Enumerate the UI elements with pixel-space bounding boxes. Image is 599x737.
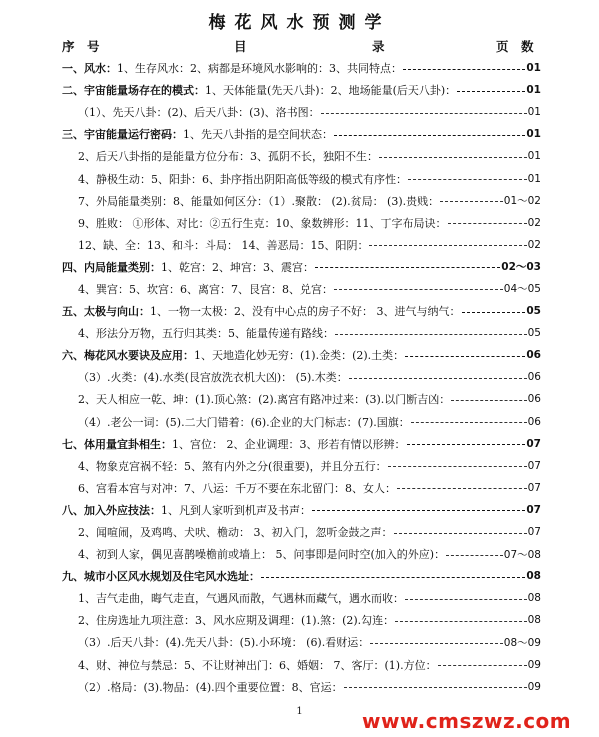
toc-entry-row[interactable]	[0, 145, 599, 167]
toc-entry-text	[78, 679, 343, 695]
toc-entry-text	[78, 546, 445, 562]
dotted-leader	[388, 466, 527, 467]
toc-section-row[interactable]	[0, 565, 599, 587]
toc-entry-label: 4、形法分万物，五行归其类：5、能量传递有路线：	[78, 327, 334, 341]
dotted-leader	[446, 555, 503, 556]
toc-entry-label: 1、天地造化妙无穷：(1).金类：(2).土类：	[194, 349, 405, 363]
toc-entry-label: 4、初到人家，偶见喜鹊噪檐前或墙上： 5、问事即是问时空(加入的外应)：	[78, 548, 446, 562]
toc-entry-label: 1、凡到人家听到机声及书声：	[161, 503, 311, 517]
toc-section-heading: 六、梅花风水要诀及应用：	[62, 349, 194, 363]
toc-entry-row[interactable]	[0, 521, 599, 543]
toc-entry-text	[62, 303, 461, 319]
toc-entry-row[interactable]	[0, 587, 599, 609]
toc-section-heading: 一、风水：	[62, 62, 117, 76]
toc-section-row[interactable]	[0, 344, 599, 366]
dotted-leader	[349, 378, 527, 379]
toc-entry-row[interactable]	[0, 543, 599, 565]
toc-entry-label: 1、宫位： 2、企业调理：3、形若有情以形辨：	[172, 437, 406, 451]
toc-entry-text	[78, 590, 404, 606]
toc-entry-text	[62, 82, 456, 98]
dotted-leader	[334, 289, 503, 290]
toc-entry-label: 1、乾宫：2、坤宫：3、震宫：	[161, 260, 314, 274]
toc-entry-text	[78, 524, 393, 540]
toc-entry-label: 1、一物一太极：2、没有中心点的房子不好： 3、进气与纳气：	[150, 305, 461, 319]
toc-page-number: 01～02	[503, 195, 541, 208]
dotted-leader	[451, 400, 526, 401]
toc-entry-text	[62, 259, 314, 275]
toc-page-number: 07	[526, 437, 541, 450]
toc-entry-text	[62, 568, 260, 584]
toc-page-number: 02	[527, 216, 541, 229]
toc-page-number: 05	[526, 305, 541, 318]
dotted-leader	[462, 312, 526, 313]
toc-page-number: 07	[527, 481, 541, 494]
toc-entry-text	[78, 193, 439, 209]
toc-page-number: 01	[526, 62, 541, 75]
toc-page-number: 08	[527, 592, 541, 605]
dotted-leader	[397, 488, 527, 489]
toc-section-heading: 五、太极与向山：	[62, 305, 150, 319]
toc-entry-label: （3）.后天八卦：(4).先天八卦：(5).小环境： (6).看财运：	[78, 636, 370, 650]
toc-page-number: 05	[527, 327, 541, 340]
dotted-leader	[438, 665, 527, 666]
toc-entry-text	[62, 60, 402, 76]
toc-entry-text	[62, 126, 333, 142]
toc-entry-text	[78, 237, 368, 253]
toc-entry-text	[78, 171, 407, 187]
dotted-leader	[394, 533, 527, 534]
toc-entry-label: 2、天人相应一乾、坤：(1).顶心煞：(2).离宫有路冲过来：(3).以门断吉凶：	[78, 393, 451, 407]
toc-entry-label: 4、物象克宫祸不轻：5、煞有内外之分(很重要)，并且分五行：	[78, 459, 387, 473]
toc-page-number: 07	[527, 459, 541, 472]
toc-entry-label: 1、先天八卦指的是空间状态：	[183, 128, 333, 142]
toc-page-number: 01	[527, 106, 541, 119]
toc-section-row[interactable]	[0, 256, 599, 278]
toc-entry-text	[62, 502, 311, 518]
toc-page-number: 06	[526, 349, 541, 362]
toc-section-heading: 九、城市小区风水规划及住宅风水选址：	[62, 570, 260, 584]
toc-page-number: 04～05	[503, 283, 541, 296]
toc-page-number: 08～09	[503, 636, 541, 649]
toc-page-number: 06	[527, 371, 541, 384]
toc-entry-row[interactable]	[0, 676, 599, 698]
header-seq: 序 号	[62, 39, 100, 54]
toc-section-row[interactable]	[0, 499, 599, 521]
toc-entry-row[interactable]	[0, 212, 599, 234]
header-toc: 目	[234, 39, 247, 54]
toc-entry-label: 1、吉气走曲，晦气走直，气遇风而散，气遇林而藏气，遇水而收：	[78, 592, 404, 606]
toc-entry-row[interactable]	[0, 366, 599, 388]
toc-page-number: 09	[527, 680, 541, 693]
toc-entry-text	[78, 612, 394, 628]
header-record: 录	[372, 39, 385, 54]
toc-entry-text	[62, 436, 406, 452]
toc-section-row[interactable]	[0, 57, 599, 79]
toc-entry-label: 9、胜败： ①形体、对比：②五行生克：10、象数辨形：11、丁字布局诀：	[78, 216, 447, 230]
toc-entry-row[interactable]	[0, 631, 599, 653]
toc-page-number: 01	[527, 172, 541, 185]
dotted-leader	[440, 201, 503, 202]
toc-entry-text	[78, 325, 334, 341]
dotted-leader	[457, 91, 525, 92]
dotted-leader	[369, 245, 526, 246]
toc-entry-row[interactable]	[0, 190, 599, 212]
toc-list	[0, 57, 599, 698]
toc-page-number: 02～03	[501, 261, 541, 274]
toc-section-heading: 四、内局能量类别：	[62, 260, 161, 274]
toc-entry-text	[78, 104, 320, 120]
toc-entry-label: （4）.老公一词：(5).二大门错着：(6).企业的大门标志：(7).国旗：	[78, 415, 410, 429]
toc-entry-label: （3）.火类：(4).水类(艮宫放洗衣机大凶)： (5).木类：	[78, 371, 348, 385]
dotted-leader	[403, 69, 525, 70]
toc-page-number: 08	[527, 614, 541, 627]
watermark: www.cmszwz.com	[362, 709, 572, 733]
toc-entry-label: 4、巽宫：5、坎宫：6、离宫：7、艮宫：8、兑宫：	[78, 282, 333, 296]
toc-section-row[interactable]	[0, 433, 599, 455]
toc-entry-label: （1）、先天八卦：(2)、后天八卦：(3)、洛书图：	[78, 106, 320, 120]
toc-page-number: 02	[527, 238, 541, 251]
toc-entry-text	[78, 634, 369, 650]
toc-page-number: 07～08	[503, 548, 541, 561]
toc-entry-row[interactable]	[0, 234, 599, 256]
toc-entry-row[interactable]	[0, 411, 599, 433]
dotted-leader	[448, 223, 527, 224]
toc-section-row[interactable]	[0, 300, 599, 322]
toc-entry-label: 2、闻喧闹，及鸡鸣、犬吠、檐动： 3、初入门，忽听金鼓之声：	[78, 526, 393, 540]
dotted-leader	[407, 444, 526, 445]
toc-entry-row[interactable]	[0, 609, 599, 631]
toc-entry-label: 2、住房选址九项注意：3、风水应期及调理：(1).煞：(2).勾连：	[78, 614, 395, 628]
toc-entry-text	[78, 480, 396, 496]
dotted-leader	[411, 422, 527, 423]
toc-page-number: 01	[526, 128, 541, 141]
toc-page-number: 08	[526, 570, 541, 583]
toc-entry-row[interactable]	[0, 388, 599, 410]
toc-entry-text	[78, 281, 333, 297]
dotted-leader	[335, 334, 527, 335]
header-pages: 页 数	[496, 39, 534, 54]
toc-entry-label: 6、宫看本宫与对冲：7、八运：千万不要在东北留门：8、女人：	[78, 481, 396, 495]
toc-entry-label: （2）.格局：(3).物品：(4).四个重要位置：8、官运：	[78, 680, 343, 694]
toc-entry-label: 2、后天八卦指的是能量方位分布：3、孤阴不长，独阳不生：	[78, 150, 378, 164]
toc-entry-text	[78, 369, 348, 385]
toc-entry-label: 4、财、神位与禁忌：5、不让财神出门：6、婚姻： 7、客厅：(1).方位：	[78, 658, 437, 672]
dotted-leader	[312, 510, 525, 511]
toc-page-number: 06	[527, 393, 541, 406]
toc-entry-row[interactable]	[0, 477, 599, 499]
dotted-leader	[261, 577, 525, 578]
toc-section-row[interactable]	[0, 79, 599, 101]
toc-entry-label: 4、静极生动：5、阳卦：6、卦序指出阴阳高低等级的模式有序性：	[78, 172, 407, 186]
dotted-leader	[321, 113, 527, 114]
toc-entry-row[interactable]	[0, 167, 599, 189]
dotted-leader	[395, 621, 526, 622]
dotted-leader	[405, 599, 527, 600]
dotted-leader	[334, 135, 525, 136]
toc-page-number: 01	[526, 84, 541, 97]
toc-entry-text	[62, 347, 404, 363]
document-title: 梅花风水预测学	[208, 13, 391, 33]
toc-entry-row[interactable]	[0, 322, 599, 344]
toc-entry-text	[78, 458, 387, 474]
toc-entry-text	[78, 148, 378, 164]
toc-entry-label: 1、天体能量(先天八卦)：2、地场能量(后天八卦)：	[205, 84, 457, 98]
toc-section-heading: 二、宇宙能量场存在的模式：	[62, 84, 205, 98]
toc-page-number: 07	[526, 503, 541, 516]
dotted-leader	[405, 356, 525, 357]
toc-entry-text	[78, 391, 450, 407]
toc-entry-label: 1、生存风水：2、病都是环境风水影响的：3、共同特点：	[117, 62, 402, 76]
dotted-leader	[408, 179, 527, 180]
dotted-leader	[344, 687, 527, 688]
toc-entry-text	[78, 215, 447, 231]
toc-page-number: 09	[527, 658, 541, 671]
toc-entry-label: 12、缺、全：13、和斗：斗局： 14、善恶局：15、阳阴：	[78, 238, 369, 252]
toc-section-heading: 七、体用量宜卦相生：	[62, 437, 172, 451]
dotted-leader	[379, 157, 527, 158]
toc-entry-text	[78, 414, 410, 430]
toc-section-heading: 三、宇宙能量运行密码：	[62, 128, 183, 142]
toc-entry-row[interactable]	[0, 278, 599, 300]
toc-page-number: 06	[527, 415, 541, 428]
toc-page-number: 01	[527, 150, 541, 163]
page-number: 1	[296, 706, 303, 717]
toc-section-row[interactable]	[0, 123, 599, 145]
toc-entry-label: 7、外局能量类别：8、能量如何区分：（1）.聚散： (2).贫局： (3).贵贱：	[78, 194, 440, 208]
dotted-leader	[370, 643, 503, 644]
toc-page-number: 07	[527, 526, 541, 539]
toc-entry-row[interactable]	[0, 101, 599, 123]
toc-entry-text	[78, 657, 437, 673]
toc-section-heading: 八、加入外应技法：	[62, 503, 161, 517]
toc-entry-row[interactable]	[0, 654, 599, 676]
dotted-leader	[315, 267, 500, 268]
toc-entry-row[interactable]	[0, 455, 599, 477]
